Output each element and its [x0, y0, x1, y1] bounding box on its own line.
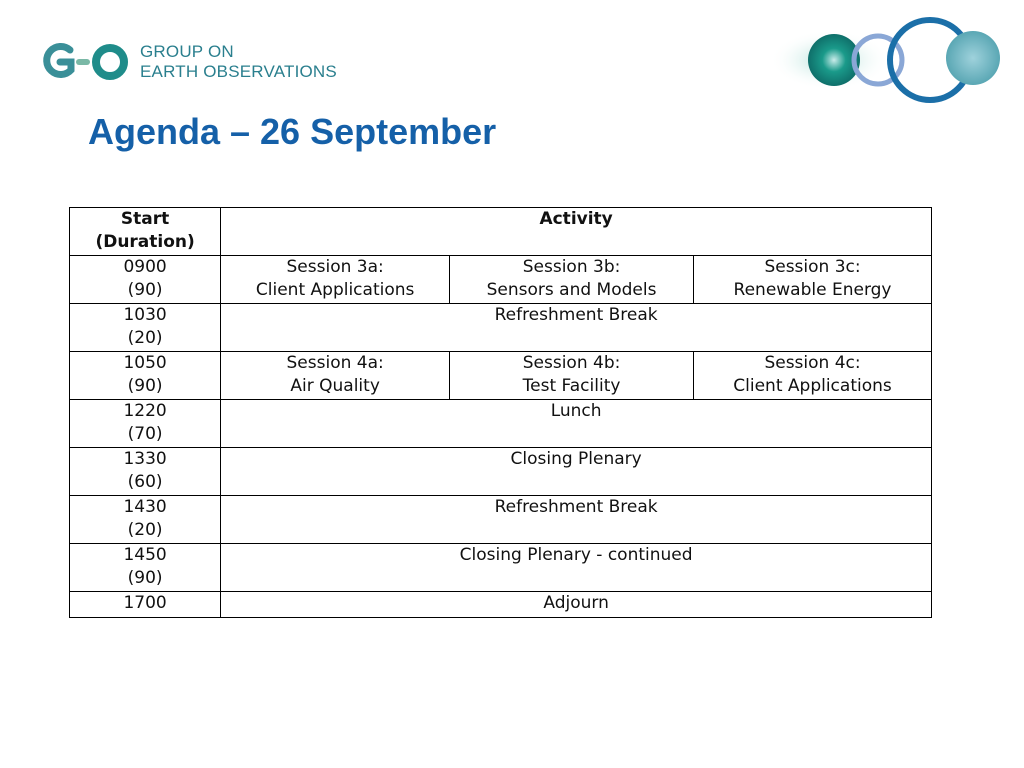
- session-topic: Air Quality: [290, 376, 380, 396]
- activity-cell: Closing Plenary - continued: [221, 544, 932, 592]
- duration-label: (70): [127, 424, 163, 444]
- activity-cell: Adjourn: [221, 592, 932, 618]
- session-topic: Client Applications: [733, 376, 892, 396]
- time-cell: [70, 304, 221, 352]
- session-topic: Sensors and Models: [486, 280, 657, 300]
- table-row: [70, 352, 932, 400]
- header-activity-cell: Activity: [221, 208, 932, 256]
- time-label: 1050: [123, 353, 167, 373]
- table-row: [70, 256, 932, 304]
- time-label: 1450: [123, 545, 167, 565]
- activity-cell: Refreshment Break: [221, 304, 932, 352]
- table-row: [70, 496, 932, 544]
- session-cell: [221, 352, 450, 400]
- session-cell: [221, 256, 450, 304]
- time-cell: [70, 448, 221, 496]
- logo-text-line1: GROUP ON: [140, 42, 234, 61]
- time-cell: [70, 544, 221, 592]
- activity-cell: Closing Plenary: [221, 448, 932, 496]
- session-title: Session 4c:: [764, 353, 861, 373]
- time-label: 1220: [123, 401, 167, 421]
- time-cell: [70, 400, 221, 448]
- session-cell: [450, 352, 694, 400]
- session-cell: [694, 352, 932, 400]
- session-cell: [694, 256, 932, 304]
- agenda-table: [69, 207, 932, 618]
- table-row: [70, 448, 932, 496]
- page-title: Agenda – 26 September: [88, 111, 497, 152]
- header-duration-label: (Duration): [95, 232, 195, 252]
- session-title: Session 4b:: [522, 353, 621, 373]
- duration-label: (90): [127, 280, 163, 300]
- header-start-cell: [70, 208, 221, 256]
- session-topic: Renewable Energy: [733, 280, 892, 300]
- duration-label: (60): [127, 472, 163, 492]
- session-title: Session 3c:: [764, 257, 861, 277]
- session-cell: [450, 256, 694, 304]
- session-topic: Test Facility: [522, 376, 621, 396]
- table-row: [70, 400, 932, 448]
- duration-label: (20): [127, 520, 163, 540]
- table-row: [70, 304, 932, 352]
- time-label: 1030: [123, 305, 167, 325]
- header-start-label: Start: [120, 209, 170, 229]
- duration-label: (20): [127, 328, 163, 348]
- session-title: Session 3b:: [522, 257, 621, 277]
- time-cell: [70, 256, 221, 304]
- duration-label: (90): [127, 376, 163, 396]
- table-header-row: [70, 208, 932, 256]
- time-label: 0900: [123, 257, 167, 277]
- activity-cell: Refreshment Break: [221, 496, 932, 544]
- activity-cell: Lunch: [221, 400, 932, 448]
- table-row: [70, 544, 932, 592]
- decorative-circles-icon: [770, 10, 1010, 110]
- time-cell: 1700: [70, 592, 221, 618]
- time-label: 1430: [123, 497, 167, 517]
- logo-text-line2: EARTH OBSERVATIONS: [140, 62, 337, 81]
- session-topic: Client Applications: [255, 280, 415, 300]
- table-row: [70, 592, 932, 618]
- time-cell: [70, 496, 221, 544]
- geo-logo: [40, 40, 340, 84]
- time-cell: [70, 352, 221, 400]
- geo-logo-icon: [40, 40, 132, 84]
- duration-label: (90): [127, 568, 163, 588]
- time-label: 1330: [123, 449, 167, 469]
- session-title: Session 3a:: [286, 257, 384, 277]
- session-title: Session 4a:: [286, 353, 384, 373]
